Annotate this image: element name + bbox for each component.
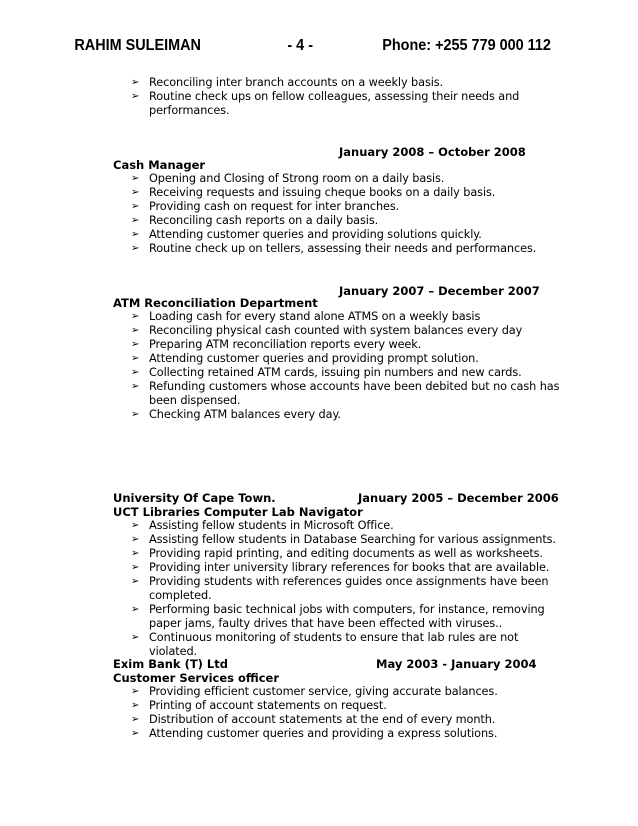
arrow-bullet-icon: ➢	[131, 77, 140, 88]
arrow-bullet-icon: ➢	[131, 229, 140, 240]
job-dates: May 2003 - January 2004	[376, 657, 537, 671]
list-item: ➢ Performing basic technical jobs with computers, for instance, removing paper jams, faulty drives that have been effected with viruses..	[131, 603, 545, 630]
list-item: ➢ Loading cash for every stand alone ATMS on a weekly basis	[131, 310, 481, 323]
arrow-bullet-icon: ➢	[131, 243, 140, 254]
cash-manager-duties	[0, 172, 638, 256]
list-item: ➢ Reconciling cash reports on a daily basis.	[131, 214, 379, 227]
arrow-bullet-icon: ➢	[131, 353, 140, 364]
list-item: ➢ Reconciling inter branch accounts on a weekly basis.	[131, 76, 444, 89]
arrow-bullet-icon: ➢	[131, 201, 140, 212]
list-item: ➢ Printing of account statements on request.	[131, 699, 387, 712]
list-item: ➢ Distribution of account statements at the end of every month.	[131, 713, 496, 726]
arrow-bullet-icon: ➢	[131, 409, 140, 420]
arrow-bullet-icon: ➢	[131, 381, 140, 392]
arrow-bullet-icon: ➢	[131, 520, 140, 531]
list-item: ➢ Attending customer queries and providing a express solutions.	[131, 727, 498, 740]
job-title: Customer Services officer	[113, 671, 279, 685]
page-number: - 4 -	[287, 37, 314, 54]
arrow-bullet-icon: ➢	[131, 548, 140, 559]
arrow-bullet-icon: ➢	[131, 311, 140, 322]
arrow-bullet-icon: ➢	[131, 604, 140, 615]
arrow-bullet-icon: ➢	[131, 714, 140, 725]
arrow-bullet-icon: ➢	[131, 187, 140, 198]
arrow-bullet-icon: ➢	[131, 686, 140, 697]
list-item: ➢ Checking ATM balances every day.	[131, 408, 341, 421]
arrow-bullet-icon: ➢	[131, 215, 140, 226]
job-dates: January 2007 – December 2007	[339, 284, 540, 298]
list-item: ➢ Continuous monitoring of students to ensure that lab rules are not violated.	[131, 631, 519, 658]
arrow-bullet-icon: ➢	[131, 367, 140, 378]
arrow-bullet-icon: ➢	[131, 728, 140, 739]
duty-list	[0, 685, 638, 741]
job-title: ATM Reconciliation Department	[113, 296, 318, 310]
customer-service-duties	[0, 685, 638, 741]
list-item: ➢ Opening and Closing of Strong room on a daily basis.	[131, 172, 445, 185]
list-item: ➢ Attending customer queries and providing solutions quickly.	[131, 228, 482, 241]
candidate-name: RAHIM SULEIMAN	[74, 37, 201, 54]
lab-navigator-duties	[0, 519, 638, 659]
arrow-bullet-icon: ➢	[131, 91, 140, 102]
list-item: ➢ Reconciling physical cash counted with system balances every day	[131, 324, 523, 337]
atm-duties	[0, 310, 638, 422]
list-item: ➢ Assisting fellow students in Database Searching for various assignments.	[131, 533, 556, 546]
job-dates: January 2008 – October 2008	[339, 145, 526, 159]
arrow-bullet-icon: ➢	[131, 534, 140, 545]
page-header	[0, 37, 593, 57]
list-item: ➢ Routine check ups on fellow colleagues, assessing their needs and performances.	[131, 90, 520, 117]
list-item: ➢ Preparing ATM reconciliation reports every week.	[131, 338, 422, 351]
duty-list	[0, 172, 638, 256]
job-title: Cash Manager	[113, 158, 206, 172]
arrow-bullet-icon: ➢	[131, 576, 140, 587]
list-item: ➢ Providing cash on request for inter branches.	[131, 200, 400, 213]
list-item: ➢ Collecting retained ATM cards, issuing pin numbers and new cards.	[131, 366, 522, 379]
duty-list	[0, 519, 638, 659]
phone-number: Phone: +255 779 000 112	[382, 37, 551, 54]
arrow-bullet-icon: ➢	[131, 339, 140, 350]
continued-duties	[0, 76, 638, 118]
list-item: ➢ Providing efficient customer service, giving accurate balances.	[131, 685, 498, 698]
employer-name: University Of Cape Town.	[113, 491, 276, 505]
list-item: ➢ Routine check up on tellers, assessing their needs and performances.	[131, 242, 537, 255]
duty-list	[0, 76, 638, 118]
list-item: ➢ Refunding customers whose accounts have been debited but no cash has been dispensed.	[131, 380, 560, 407]
arrow-bullet-icon: ➢	[131, 632, 140, 643]
arrow-bullet-icon: ➢	[131, 700, 140, 711]
list-item: ➢ Assisting fellow students in Microsoft Office.	[131, 519, 394, 532]
arrow-bullet-icon: ➢	[131, 325, 140, 336]
employer-name: Exim Bank (T) Ltd	[113, 657, 228, 671]
arrow-bullet-icon: ➢	[131, 562, 140, 573]
list-item: ➢ Providing inter university library references for books that are available.	[131, 561, 550, 574]
list-item: ➢ Attending customer queries and providing prompt solution.	[131, 352, 479, 365]
arrow-bullet-icon: ➢	[131, 173, 140, 184]
list-item: ➢ Providing students with references guides once assignments have been completed.	[131, 575, 549, 602]
list-item: ➢ Receiving requests and issuing cheque books on a daily basis.	[131, 186, 496, 199]
job-dates: January 2005 – December 2006	[358, 491, 559, 505]
job-title: UCT Libraries Computer Lab Navigator	[113, 505, 363, 519]
duty-list	[0, 310, 638, 422]
list-item: ➢ Providing rapid printing, and editing documents as well as worksheets.	[131, 547, 543, 560]
